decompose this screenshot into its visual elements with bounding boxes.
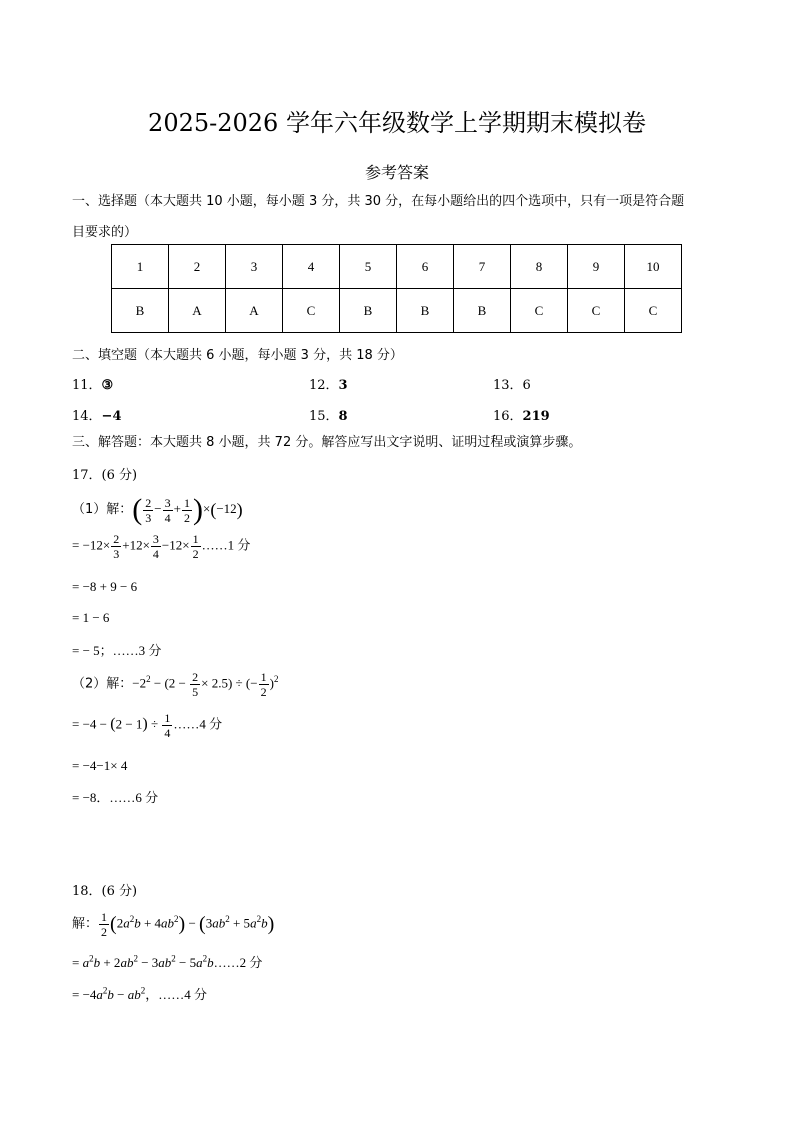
fill-answer-14 [72, 405, 122, 424]
q18-solve-label: 解： [72, 916, 99, 932]
q17-part1-step2: = −8 + 9 − 6 [72, 579, 138, 594]
q18-step1: = $a^2b + 2ab^2 - 3ab^2$ − $5a^2b\dots\dots 2$ 分 [72, 953, 263, 970]
fill-answer-12 [309, 374, 348, 393]
answer-table-number-row [112, 245, 682, 289]
fill-answer-value: ③ [101, 378, 114, 393]
q17-part2-step3: = −8．……6 分 [72, 790, 159, 805]
fill-answer-value: −4 [101, 409, 122, 424]
table-cell: C [625, 289, 682, 333]
q17-part1-score1: ……1 分 [201, 537, 251, 553]
table-cell: B [454, 289, 511, 333]
fill-answer-label: 15． [309, 409, 339, 424]
table-cell: B [397, 289, 454, 333]
q18-expression: 解： $\frac{1}{2}$ $(2a^2b + 4ab^2) - (3ab^2 + 5a^2b)$ [72, 910, 275, 939]
q17-part1-label: （1）解： [72, 501, 133, 517]
answer-table [111, 244, 682, 333]
table-cell: 4 [283, 245, 340, 289]
section1-heading-line1: 一、选择题（本大题共 10 小题，每小题 3 分，共 30 分，在每小题给出的四个选项中，只有一项是符合题 [72, 194, 685, 209]
table-cell: 2 [169, 245, 226, 289]
fill-answer-label: 13． [493, 378, 523, 393]
q18-score2: ，……4 分 [145, 987, 208, 1002]
table-cell: 3 [226, 245, 283, 289]
fill-answer-label: 11． [72, 378, 102, 393]
table-cell: 1 [112, 245, 169, 289]
fill-answer-value: 6 [522, 378, 531, 393]
q18-step2: = $-4a^2b - ab^2$，……4 分 [72, 985, 208, 1002]
q17-part2-step1: = −4 − (2 − 1) ÷ $\frac{1}{4}$ ……4 分 [72, 711, 223, 740]
table-cell: 8 [511, 245, 568, 289]
q17-part1-step4: = − 5；……3 分 [72, 643, 162, 658]
fill-answer-15 [309, 405, 348, 424]
section1-heading-line2: 目要求的） [72, 225, 138, 240]
fill-answer-label: 14． [72, 409, 102, 424]
fill-answer-value: 219 [522, 409, 550, 424]
fill-answer-16 [493, 405, 550, 424]
q18-score1: ……2 分 [213, 955, 263, 970]
fill-answer-label: 12． [309, 378, 339, 393]
section3-heading: 三、解答题：本大题共 8 小题，共 72 分。解答应写出文字说明、证明过程或演算步骤。 [72, 435, 582, 450]
section2-heading: 二、填空题（本大题共 6 小题，每小题 3 分，共 18 分） [72, 348, 403, 363]
table-cell: C [568, 289, 625, 333]
answer-table-answer-row [112, 289, 682, 333]
table-cell: 6 [397, 245, 454, 289]
q17-label: 17．(6 分) [72, 468, 138, 483]
table-cell: 9 [568, 245, 625, 289]
q17-part1-step1: = −12× $\frac{2}{3}$ +12× $\frac{3}{4}$ −12× $\frac{1}{2}$ ……1 分 [72, 532, 251, 561]
q18-label: 18．(6 分) [72, 884, 138, 899]
fill-answer-11 [72, 374, 113, 393]
q17-part1-step3: = 1 − 6 [72, 610, 110, 625]
q17-part2-label: （2）解： [72, 676, 133, 692]
fill-answer-label: 16． [493, 409, 523, 424]
q17-part1-expression: （1）解：( $\frac{2}{3}$ − $\frac{3}{4}$ + $\frac{1}{2}$ )×(−12) [72, 493, 243, 526]
table-cell: 7 [454, 245, 511, 289]
table-cell: B [340, 289, 397, 333]
table-cell: A [226, 289, 283, 333]
table-cell: 5 [340, 245, 397, 289]
fill-answer-value: 3 [338, 378, 348, 393]
table-cell: C [511, 289, 568, 333]
table-cell: C [283, 289, 340, 333]
table-cell: B [112, 289, 169, 333]
q17-part2-step2: = −4−1× 4 [72, 758, 128, 773]
page-title: 2025-2026 学年六年级数学上学期期末模拟卷 [148, 109, 646, 137]
q17-part2-score1: ……4 分 [173, 716, 223, 732]
q17-part2-expression: （2）解：$-2^2 - (2$ − $\frac{2}{5}$ × 2.5) ÷ (− $\frac{1}{2}$ )$^2$ [72, 670, 279, 699]
fill-answer-13 [493, 374, 531, 393]
page-subtitle: 参考答案 [364, 163, 429, 182]
table-cell: A [169, 289, 226, 333]
table-cell: 10 [625, 245, 682, 289]
fill-answer-value: 8 [338, 409, 348, 424]
